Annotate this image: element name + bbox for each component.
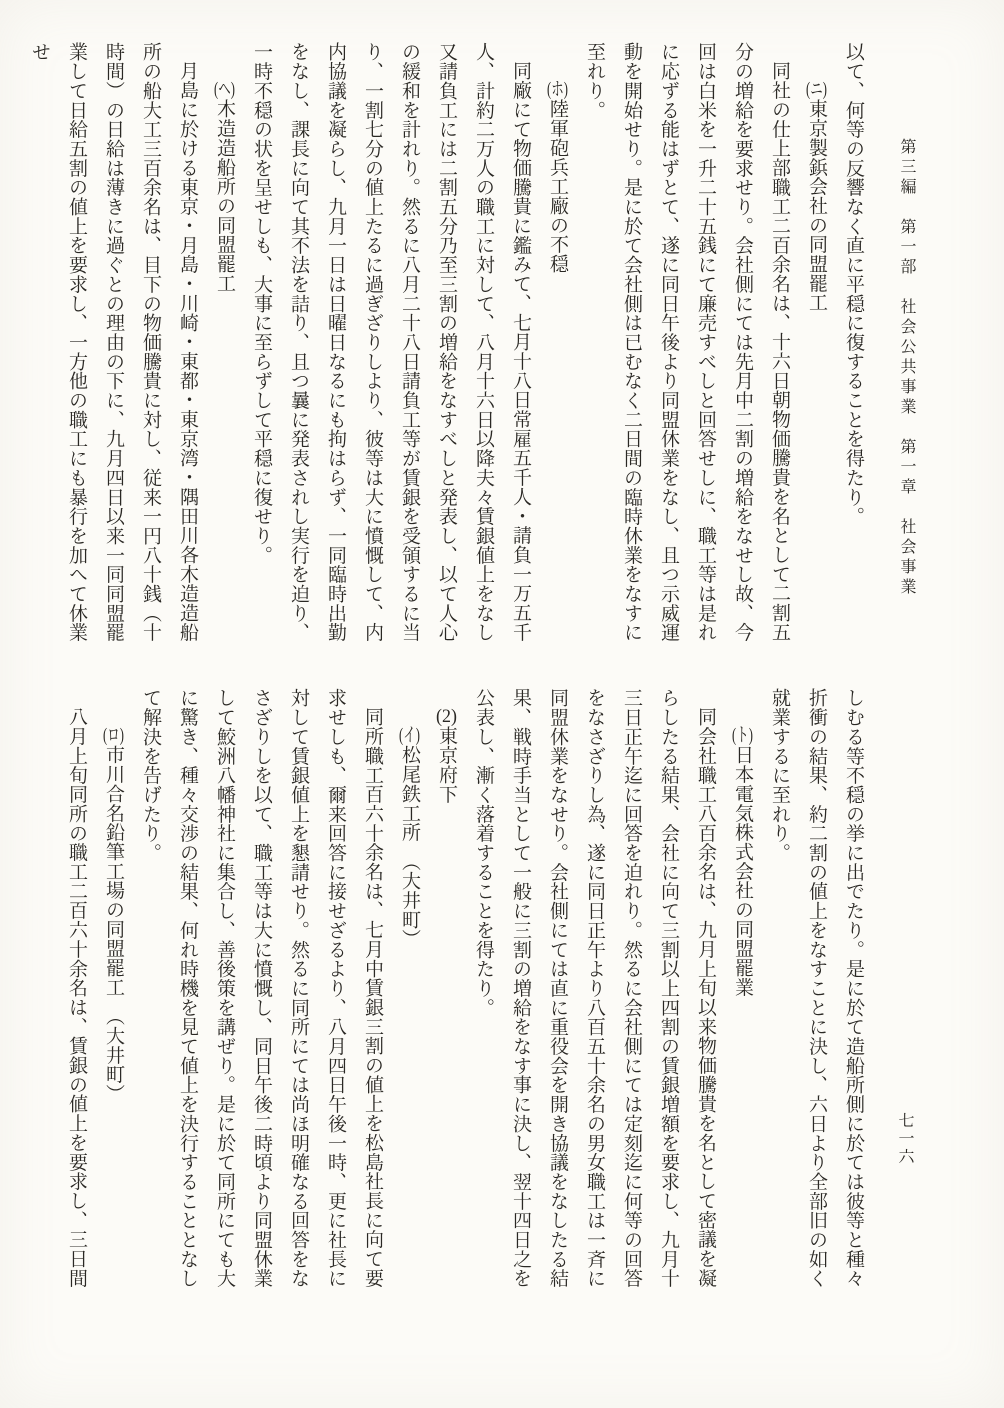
- heading-marker: (イ): [399, 726, 420, 745]
- section-heading: [95, 688, 132, 1290]
- heading-title: 木造造船所の同盟罷工: [214, 99, 235, 293]
- paragraph: 同社の仕上部職工二百余名は、十六日朝物価騰貴を名として二割五分の増給を要求せり。会社側にては先月中二割の増給をなせし故、今回は白米を一升二十五銭にて廉売すべしと回答せしに、職工等は是れに応ずる能はずとて、遂に同日午後より同盟休業をなし、且つ示威運動を開始せり。是に於て会社側は已むなく二日間の臨時休業をなすに至れり。: [584, 42, 790, 642]
- heading-marker: (2): [436, 707, 457, 726]
- section-heading: [724, 688, 761, 1290]
- paragraph: 同会社職工八百余名は、九月上旬以来物価騰貴を名として密議を凝らしたる結果、会社に向て三割以上四割の賃銀増額を要求し、九月十三日正午迄に回答を迫れり。然るに会社側にては定刻迄に何等の回答をなさざりし為、遂に同日正午より八百五十余名の男女職工は一斉に同盟休業をなせり。会社側にては直に重役会を開き協議をなしたる結果、戦時手当として一般に三割の増給をなす事に決し、翌十四日之を公表し、漸く落着することを得たり。: [473, 688, 716, 1288]
- subsection-heading: [428, 688, 465, 1290]
- paragraph: 月島に於ける東京・月島・川崎・東都・東京湾・隅田川各木造造船所の船大工三百余名は、目下の物価騰貴に対し、従来一円八十銭（十時間）の日給は薄きに過ぐとの理由の下に、九月四日以来一同同盟罷業して日給五割の値上を要求し、一方他の職工にも暴行を加へて休業せ: [29, 42, 198, 642]
- section-heading: [391, 688, 428, 1290]
- page-number: 七一六: [896, 1112, 913, 1166]
- paragraph-continuation: しむる等不穏の挙に出でたり。是に於て造船所側に於ては彼等と種々折衝の結果、約二割の値上をなすことに決し、六日より全部旧の如く就業するに至れり。: [769, 688, 864, 1288]
- paragraph-continuation: 以て、何等の反響なく直に平穏に復することを得たり。: [843, 42, 864, 526]
- heading-title: 松尾鉄工所 （大井町）: [399, 745, 420, 949]
- paragraph: 同廠にて物価騰貴に鑑みて、七月十八日常雇五千人・請負一万五千人、計約二万人の職工に対して、八月十六日以降夫々賃銀値上をなし又請負工には二割五分乃至三割の増給をなすべしと発表し、以て人心の緩和を計れり。然るに八月二十八日請負工等が賃銀を受領するに当り、一割七分の値上たるに過ぎざりしより、彼等は大に憤慨して、内内協議を凝らし、九月一日は日曜日なるにも拘はらず、一同臨時出勤をなし、課長に向て其不法を詰り、且つ曩に発表されし実行を迫り、一時不穏の状を呈せしも、大事に至らずして平穏に復せり。: [251, 42, 531, 642]
- section-heading: [206, 42, 243, 644]
- heading-title: 陸軍砲兵工廠の不穏: [547, 99, 568, 274]
- heading-marker: (ヘ): [214, 80, 235, 99]
- paragraph: 八月上旬同所の職工二百六十余名は、賃銀の値上を要求し、三日間: [66, 707, 87, 1288]
- section-heading: [798, 42, 835, 644]
- heading-title: 東京府下: [436, 726, 457, 804]
- paragraph: 同所職工百六十余名は、七月中賃銀三割の値上を松島社長に向て要求せしも、爾来回答に接せざるより、八月四日午後一時、更に社長に対して賃銀値上を懇請せり。然るに同所にては尚ほ明確なる回答をなさざりしを以て、職工等は大に憤慨し、同日午後二時頃より同盟休業して鮫洲八幡神社に集合し、善後策を講ぜり。是に於て同所にても大に驚き、種々交渉の結果、何れ時機を見て値上を決行することとなして解決を告げたり。: [140, 688, 383, 1288]
- text-block-top: [29, 42, 872, 644]
- heading-marker: (ニ): [806, 80, 827, 99]
- heading-title: 日本電気株式会社の同盟罷業: [732, 745, 753, 997]
- running-head: 第三編 第一部 社会公共事業 第一章 社会事業: [898, 138, 915, 598]
- heading-marker: (ト): [732, 726, 753, 745]
- text-block-bottom: [52, 688, 872, 1290]
- heading-marker: (ロ): [103, 726, 124, 745]
- heading-title: 東京製鋲会社の同盟罷工: [806, 99, 827, 312]
- heading-title: 市川合名鉛筆工場の同盟罷工 （大井町）: [103, 745, 124, 1104]
- section-heading: [539, 42, 576, 644]
- heading-marker: (ホ): [547, 80, 568, 99]
